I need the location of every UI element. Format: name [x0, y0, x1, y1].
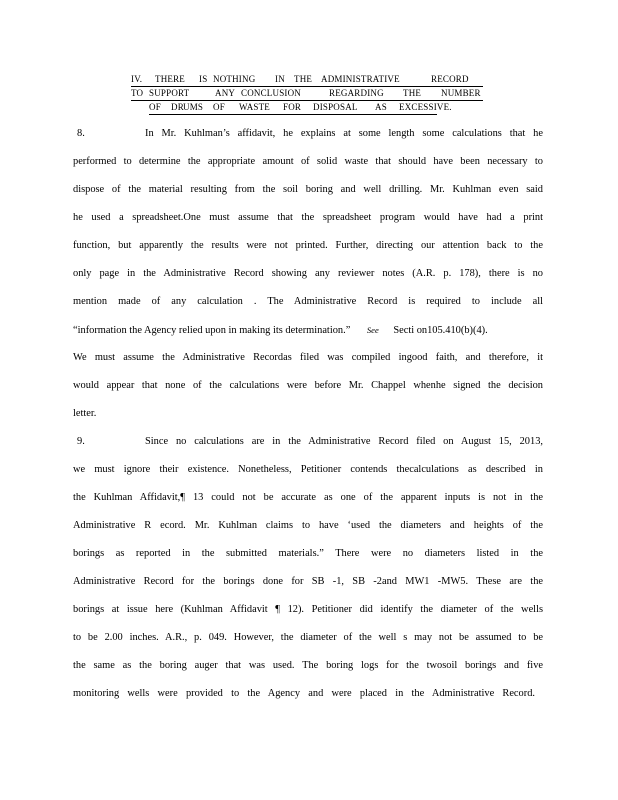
- heading-word: AS: [375, 102, 387, 112]
- section-heading: [131, 73, 483, 115]
- paragraph-line: Since no calculations are in the Administrative Record filed on August 15, 2013,: [145, 436, 543, 447]
- paragraph-line: the same as the boring auger that was used. The boring logs for the twosoil borings and five: [73, 660, 543, 671]
- paragraph-line: would appear that none of the calculations were before Mr. Chappel whenhe signed the decision: [73, 380, 543, 391]
- paragraph-number: 8.: [77, 128, 85, 139]
- paragraph-line: dispose of the material resulting from the soil boring and well drilling. Mr. Kuhlman even said: [73, 184, 543, 195]
- heading-word: TO: [131, 88, 144, 98]
- heading-word: WASTE: [239, 102, 270, 112]
- see-signal: See: [366, 325, 379, 335]
- heading-line-3: [149, 101, 452, 115]
- heading-word: EXCESSIVE.: [399, 102, 452, 112]
- paragraph-line: Administrative R ecord. Mr. Kuhlman claims to have ‘used the diameters and heights of the: [73, 520, 543, 531]
- heading-word: THERE: [155, 74, 185, 84]
- heading-word: DR: [171, 102, 184, 112]
- heading-word: ADMINISTRATIVE: [321, 74, 400, 84]
- paragraph-line: letter.: [73, 408, 97, 419]
- heading-word: RECORD: [431, 74, 469, 84]
- heading-word: FOR: [283, 102, 302, 112]
- paragraph-line: we must ignore their existence. Nonetheless, Petitioner contends thecalculations as described in: [73, 464, 543, 475]
- heading-word: OF: [149, 102, 161, 112]
- paragraph-line: borings at issue here (Kuhlman Affidavit ¶ 12). Petitioner did identify the diameter of the wells: [73, 604, 543, 615]
- paragraph-line: only page in the Administrative Record showing any reviewer notes (A.R. p. 178), there is no: [73, 268, 543, 279]
- heading-word: SUPPORT: [149, 88, 190, 98]
- heading-word: UMS: [183, 102, 204, 112]
- paragraph-line: We must assume the Administrative Recordas filed was compiled ingood faith, and therefore, it: [73, 352, 543, 363]
- paragraph-line: borings as reported in the submitted materials.” There were no diameters listed in the: [73, 548, 543, 559]
- heading-word: NUMBER: [441, 88, 481, 98]
- paragraph-line: Administrative Record for the borings done for SB -1, SB -2and MW1 -MW5. These are the: [73, 576, 543, 587]
- paragraph-line: function, but apparently the results were not printed. Further, directing our attention back to the: [73, 240, 543, 251]
- heading-word: OF: [213, 102, 225, 112]
- heading-word: CONCLUSION: [241, 88, 302, 98]
- heading-line-1: [131, 73, 483, 87]
- paragraph-number: 9.: [77, 436, 85, 447]
- quote-text: “information the Agency relied upon in making its determination.”: [73, 325, 351, 336]
- heading-word: NOTHING: [213, 74, 256, 84]
- paragraph-line: mention made of any calculation . The Administrative Record is required to include all: [73, 296, 543, 307]
- heading-word: ANY: [215, 88, 236, 98]
- paragraph-line: he used a spreadsheet.One must assume that the spreadsheet program would have had a print: [73, 212, 543, 223]
- heading-line-2: [131, 87, 483, 101]
- paragraph-line: In Mr. Kuhlman’s affidavit, he explains at some length some calculations that he: [145, 128, 543, 139]
- paragraph-line: performed to determine the appropriate amount of solid waste that should have been necessary to: [73, 156, 543, 167]
- heading-word: DISPOSAL: [313, 102, 358, 112]
- heading-word: REGARDING: [329, 88, 384, 98]
- heading-word: THE: [294, 74, 313, 84]
- paragraph-line: to be 2.00 inches. A.R., p. 049. However, the diameter of the well s may not be assumed to be: [73, 632, 543, 643]
- paragraph-line: the Kuhlman Affidavit,¶ 13 could not be accurate as one of the apparent inputs is not in the: [73, 492, 543, 503]
- paragraph-line: [73, 323, 543, 338]
- heading-word: IS: [199, 74, 208, 84]
- heading-word: IN: [275, 74, 285, 84]
- citation: Secti on105.410(b)(4).: [393, 325, 488, 336]
- paragraph-line: monitoring wells were provided to the Agency and were placed in the Administrative Record.: [73, 688, 535, 699]
- heading-word: IV.: [131, 74, 143, 84]
- heading-word: THE: [403, 88, 422, 98]
